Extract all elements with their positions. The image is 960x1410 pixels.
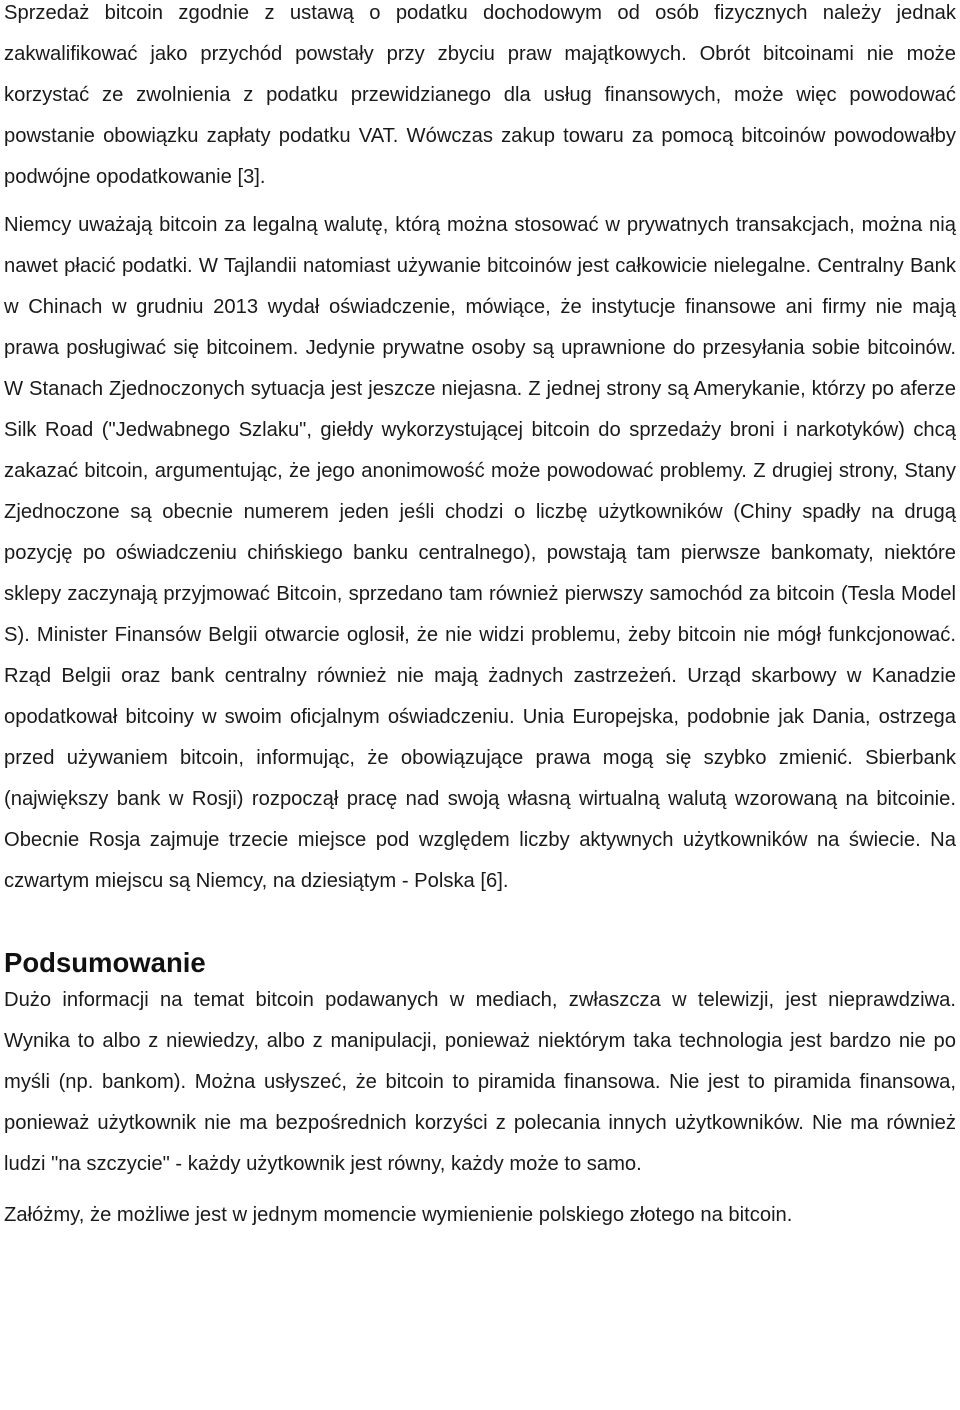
section-heading-summary: Podsumowanie [4, 947, 206, 978]
paragraph-exchange-assumption: Załóżmy, że możliwe jest w jednym momencie wymienienie polskiego złotego na bitcoin. [4, 1204, 793, 1226]
paragraph-summary: Dużo informacji na temat bitcoin podawanych w mediach, zwłaszcza w telewizji, jest nieprawdziwa. Wynika to albo z niewiedzy, albo z manipulacji, ponieważ niektórym taka technologia jest bardzo nie po myśli (np. bankom). Można usłyszeć, że bitcoin to piramida finansowa. Nie jest to piramida finansowa, ponieważ użytkownik nie ma bezpośrednich korzyści z polecania innych użytkowników. Nie ma również ludzi "na szczycie" - każdy użytkownik jest równy, każdy może to samo. [4, 989, 956, 1175]
paragraph-tax-status: Sprzedaż bitcoin zgodnie z ustawą o podatku dochodowym od osób fizycznych należy jednak zakwalifikować jako przychód powstały przy zbyciu praw majątkowych. Obrót bitcoinami nie może korzystać ze zwolnienia z podatku przewidzianego dla usług finansowych, może więc powodować powstanie obowiązku zapłaty podatku VAT. Wówczas zakup towaru za pomocą bitcoinów powodowałby podwójne opodatkowanie [3]. [4, 2, 956, 188]
paragraph-country-regulations: Niemcy uważają bitcoin za legalną walutę, którą można stosować w prywatnych transakcjach, można nią nawet płacić podatki. W Tajlandii natomiast używanie bitcoinów jest całkowicie nielegalne. Centralny Bank w Chinach w grudniu 2013 wydał oświadczenie, mówiące, że instytucje finansowe ani firmy nie mają prawa posługiwać się bitcoinem. Jedynie prywatne osoby są uprawnione do przesyłania sobie bitcoinów. W Stanach Zjednoczonych sytuacja jest jeszcze niejasna. Z jednej strony są Amerykanie, którzy po aferze Silk Road ("Jedwabnego Szlaku", giełdy wykorzystującej bitcoin do sprzedaży broni i narkotyków) chcą zakazać bitcoin, argumentując, że jego anonimowość może powodować problemy. Z drugiej strony, Stany Zjednoczone są obecnie numerem jeden jeśli chodzi o liczbę użytkowników (Chiny spadły na drugą pozycję po oświadczeniu chińskiego banku centralnego), powstają tam pierwsze bankomaty, niektóre sklepy zaczynają przyjmować Bitcoin, sprzedano tam również pierwszy samochód za bitcoin (Tesla Model S). Minister Finansów Belgii otwarcie oglosił, że nie widzi problemu, żeby bitcoin nie mógł funkcjonować. Rząd Belgii oraz bank centralny również nie mają żadnych zastrzeżeń. Urząd skarbowy w Kanadzie opodatkował bitcoiny w swoim oficjalnym oświadczeniu. Unia Europejska, podobnie jak Dania, ostrzega przed używaniem bitcoin, informując, że obowiązujące prawa mogą się szybko zmienić. Sbierbank (największy bank w Rosji) rozpoczął pracę nad swoją własną wirtualną walutą wzorowaną na bitcoinie. Obecnie Rosja zajmuje trzecie miejsce pod względem liczby aktywnych użytkowników na świecie. Na czwartym miejscu są Niemcy, na dziesiątym - Polska [6]. [4, 214, 956, 892]
document-page [4, 0, 956, 1236]
